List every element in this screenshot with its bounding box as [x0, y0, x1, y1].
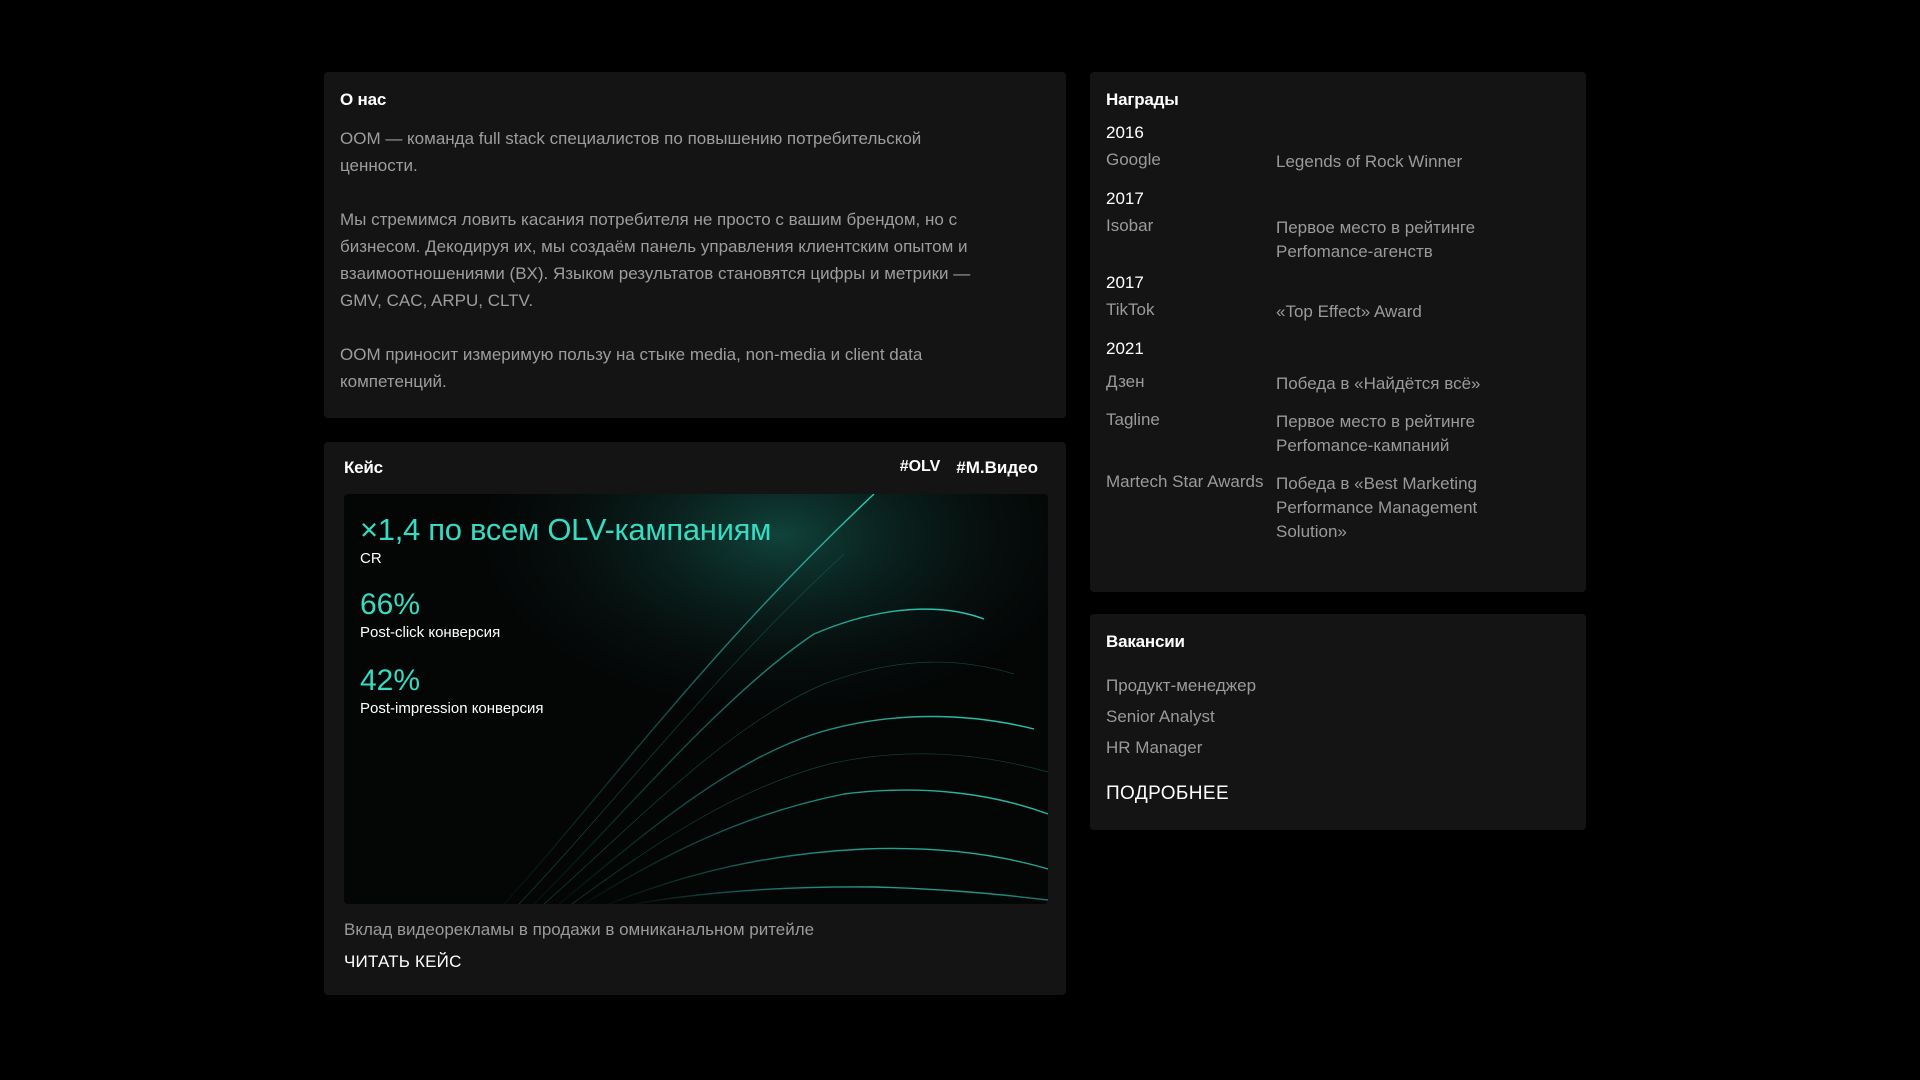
about-paragraph: OOM — команда full stack специалистов по повышению потребительской ценности. — [340, 129, 922, 175]
award-org: Tagline — [1106, 410, 1160, 429]
about-paragraph: OOM приносит измеримую пользу на стыке media, non-media и client data компетенций. — [340, 345, 923, 391]
headline-metric — [360, 512, 771, 567]
post-impression-metric — [360, 664, 544, 717]
award-org: Google — [1106, 150, 1161, 169]
vacancy-item[interactable]: HR Manager — [1106, 738, 1203, 757]
case-visual[interactable] — [344, 494, 1048, 904]
about-panel — [324, 72, 1066, 418]
award-row — [1106, 372, 1570, 396]
case-title: Кейс — [344, 458, 383, 477]
read-case-link[interactable]: ЧИТАТЬ КЕЙС — [344, 952, 462, 971]
award-row — [1106, 410, 1570, 458]
post-impression-label: Post-impression конверсия — [360, 700, 544, 717]
vacancies-title: Вакансии — [1106, 632, 1185, 651]
award-year: 2017 — [1106, 273, 1144, 292]
award-year: 2016 — [1106, 123, 1144, 142]
about-title: О нас — [340, 90, 387, 109]
award-prize: Победа в «Найдётся всё» — [1276, 374, 1481, 393]
about-paragraph: Мы стремимся ловить касания потребителя не просто с вашим брендом, но с бизнесом. Декодируя их, мы создаём панель управления клиентским опытом и взаимоотношениями (BX). Языком результатов становятся цифры и метрики — GMV, CAC, ARPU, CLTV. — [340, 210, 971, 310]
award-org: Martech Star Awards — [1106, 472, 1264, 491]
headline-label: CR — [360, 550, 382, 567]
tag-olv[interactable]: #OLV — [899, 458, 941, 475]
post-click-value: 66% — [360, 588, 421, 621]
post-click-label: Post-click конверсия — [360, 624, 501, 641]
award-prize: Первое место в рейтинге Perfomance-агенств — [1276, 218, 1476, 261]
award-year: 2017 — [1106, 189, 1144, 208]
post-impression-value: 42% — [360, 664, 421, 697]
award-year: 2021 — [1106, 339, 1144, 358]
award-prize: Legends of Rock Winner — [1276, 152, 1463, 171]
award-org: TikTok — [1106, 300, 1155, 319]
award-row — [1106, 300, 1570, 324]
award-org: Isobar — [1106, 216, 1154, 235]
headline-value: ×1,4 по всем OLV-кампаниям — [360, 512, 772, 547]
vacancies-panel — [1090, 614, 1586, 830]
award-row — [1106, 150, 1570, 174]
award-row — [1106, 472, 1570, 544]
awards-title: Награды — [1106, 90, 1179, 109]
case-description: Вклад видеорекламы в продажи в омниканальном ритейле — [344, 920, 815, 939]
post-click-metric — [360, 588, 500, 641]
award-row — [1106, 216, 1570, 264]
award-prize: Первое место в рейтинге Perfomance-кампаний — [1276, 412, 1476, 455]
award-prize: «Top Effect» Award — [1276, 302, 1422, 321]
award-prize: Победа в «Best Marketing Performance Management Solution» — [1276, 474, 1478, 541]
tag-mvideo[interactable]: #М.Видео — [956, 458, 1038, 477]
vacancy-item[interactable]: Продукт-менеджер — [1106, 676, 1257, 695]
vacancy-item[interactable]: Senior Analyst — [1106, 707, 1215, 726]
award-org: Дзен — [1106, 372, 1145, 391]
more-button[interactable]: ПОДРОБНЕЕ — [1106, 783, 1230, 804]
case-panel — [324, 442, 1066, 995]
awards-panel — [1090, 72, 1586, 592]
